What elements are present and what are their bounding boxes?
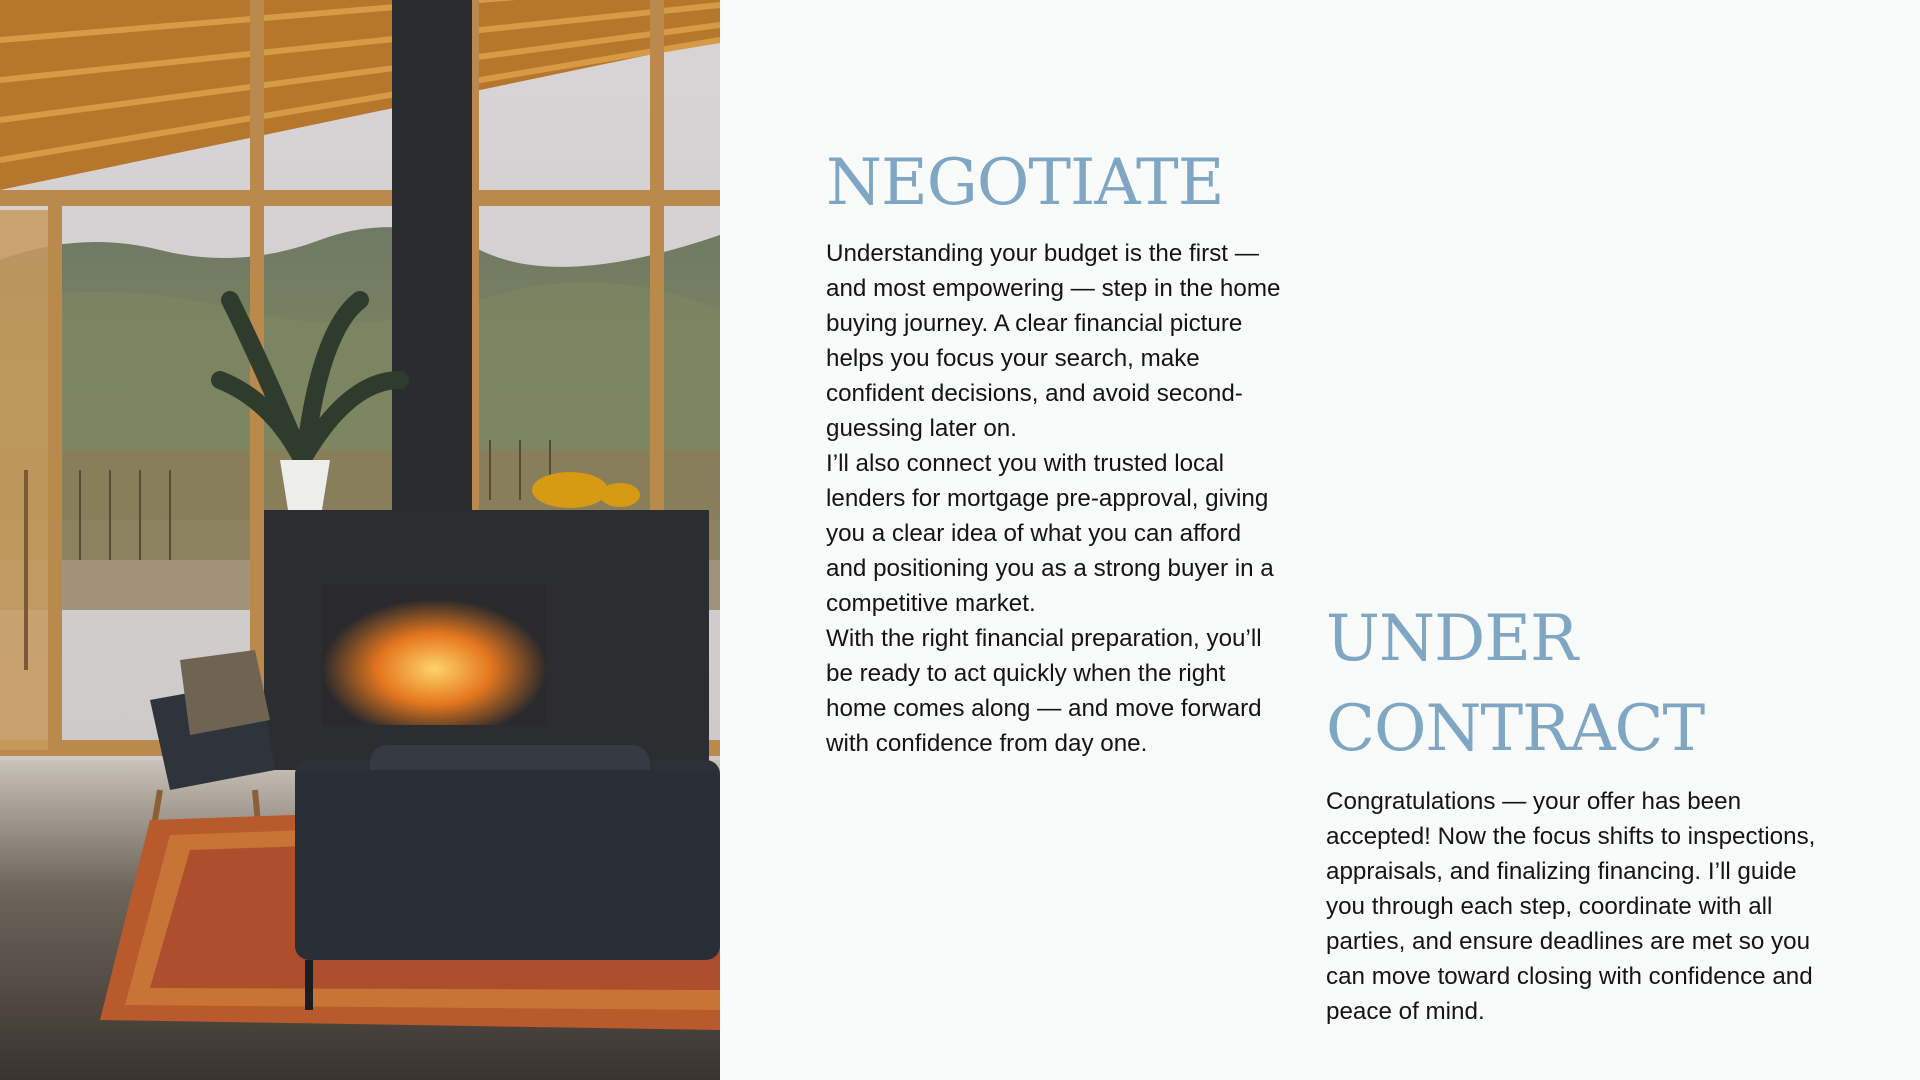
- negotiate-heading: NEGOTIATE: [826, 146, 1224, 220]
- under-contract-heading: [1326, 594, 1826, 774]
- negotiate-paragraph-1: Understanding your budget is the first — and most empowering — step in the home buying journey. A clear financial picture helps you focus your search, make confident decisions, and avoid second-guessing later on.: [826, 240, 1281, 442]
- under-contract-heading-line2: CONTRACT: [1326, 692, 1705, 766]
- negotiate-paragraph-3: With the right financial preparation, you’ll be ready to act quickly when the right home comes along — and move forward with confidence from day one.: [826, 625, 1262, 757]
- under-contract-paragraph: Congratulations — your offer has been accepted! Now the focus shifts to inspections, appraisals, and finalizing financing. I’ll guide you through each step, coordinate with all parties, and ensure deadlines are met so you can move toward closing with confidence and peace of mind.: [1326, 788, 1816, 1025]
- under-contract-heading-line1: UNDER: [1326, 602, 1578, 676]
- interior-photo: [0, 0, 720, 1080]
- negotiate-paragraph-2: I’ll also connect you with trusted local lenders for mortgage pre-approval, giving you a clear idea of what you can afford and positioning you as a strong buyer in a competitive market.: [826, 450, 1274, 617]
- under-contract-section: [1326, 594, 1826, 1029]
- negotiate-section: [826, 138, 1286, 761]
